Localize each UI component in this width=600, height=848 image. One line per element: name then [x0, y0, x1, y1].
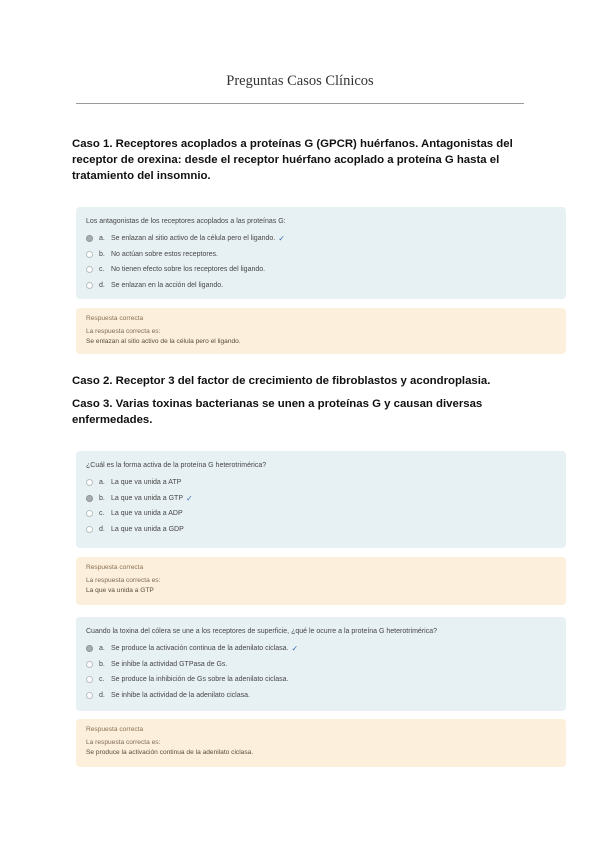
feedback-heading: Respuesta correcta — [86, 564, 144, 571]
feedback-answer: La que va unida a GTP — [86, 587, 154, 594]
feedback-answer: Se produce la activación continua de la adenilato ciclasa. — [86, 749, 254, 756]
radio-selected-icon[interactable] — [86, 645, 93, 652]
option-letter: a. — [99, 479, 105, 487]
option-text: La que va unida a ATP — [111, 479, 182, 487]
radio-icon[interactable] — [86, 282, 93, 289]
option-text: Se produce la activación continua de la adenilato ciclasa. — [111, 645, 289, 653]
feedback-label: La respuesta correcta es: — [86, 327, 161, 335]
question-1-option-b[interactable] — [86, 247, 556, 263]
option-letter: b. — [99, 494, 105, 502]
option-text: Se produce la inhibición de Gs sobre la adenilato ciclasa. — [111, 676, 289, 684]
question-3-option-a[interactable] — [86, 641, 556, 657]
radio-selected-icon[interactable] — [86, 495, 93, 502]
radio-icon[interactable] — [86, 661, 93, 668]
check-icon: ✓ — [186, 493, 193, 503]
question-2-option-c[interactable] — [86, 506, 556, 522]
radio-icon[interactable] — [86, 479, 93, 486]
option-text: La que va unida a GDP — [111, 525, 184, 533]
question-3-option-d[interactable] — [86, 688, 556, 704]
case-1-heading: Caso 1. Receptores acoplados a proteínas G (GPCR) huérfanos. Antagonistas del receptor de orexina: desde el receptor huérfano acoplado a proteína G hasta el tratamiento del insomnio. — [72, 138, 513, 182]
radio-icon[interactable] — [86, 692, 93, 699]
case-3-heading: Caso 3. Varias toxinas bacterianas se unen a proteínas G y causan diversas enfermedades. — [72, 398, 483, 426]
option-letter: a. — [99, 645, 105, 653]
question-3-text: Cuando la toxina del cólera se une a los receptores de superficie, ¿qué le ocurre a la proteína G heterotrimérica? — [86, 628, 437, 635]
radio-selected-icon[interactable] — [86, 235, 93, 242]
option-text: Se enlazan en la acción del ligando. — [111, 281, 224, 289]
question-1-feedback — [76, 308, 566, 354]
case-2-heading: Caso 2. Receptor 3 del factor de crecimiento de fibroblastos y acondroplasia. — [72, 375, 491, 387]
question-2-option-d[interactable] — [86, 522, 556, 538]
option-text: Se inhibe la actividad de la adenilato ciclasa. — [111, 691, 250, 699]
option-letter: d. — [99, 281, 105, 289]
question-2-text: ¿Cuál es la forma activa de la proteína G heterotrimérica? — [86, 462, 267, 469]
option-letter: b. — [99, 250, 105, 258]
question-1-text: Los antagonistas de los receptores acoplados a las proteínas G: — [86, 218, 286, 225]
feedback-heading: Respuesta correcta — [86, 726, 144, 733]
question-1-option-a[interactable] — [86, 231, 556, 247]
option-letter: c. — [99, 510, 105, 518]
page-title: Preguntas Casos Clínicos — [226, 73, 374, 89]
check-icon: ✓ — [278, 234, 285, 244]
question-3-feedback — [76, 719, 566, 767]
question-3-option-c[interactable] — [86, 672, 556, 688]
option-text: La que va unida a ADP — [111, 510, 183, 518]
radio-icon[interactable] — [86, 526, 93, 533]
question-1-box — [76, 207, 566, 299]
feedback-label: La respuesta correcta es: — [86, 576, 161, 584]
option-letter: c. — [99, 266, 105, 274]
question-1-option-c[interactable] — [86, 262, 556, 278]
question-1-option-d[interactable] — [86, 278, 556, 294]
check-icon: ✓ — [291, 644, 299, 654]
option-letter: a. — [99, 235, 105, 243]
question-2-box — [76, 451, 566, 548]
option-letter: d. — [99, 525, 105, 533]
option-text: No tienen efecto sobre los receptores del ligando. — [111, 266, 266, 274]
option-text: No actúan sobre estos receptores. — [111, 250, 219, 258]
feedback-heading: Respuesta correcta — [86, 315, 144, 322]
option-text: La que va unida a GTP — [111, 494, 183, 502]
question-2-option-a[interactable] — [86, 475, 556, 491]
question-2-option-b[interactable] — [86, 491, 556, 507]
option-text: Se inhibe la actividad GTPasa de Gs. — [111, 660, 228, 668]
option-letter: b. — [99, 660, 105, 668]
question-3-option-b[interactable] — [86, 657, 556, 673]
feedback-answer: Se enlazan al sitio activo de la célula pero el ligando. — [86, 338, 241, 345]
title-divider — [76, 103, 524, 104]
option-letter: d. — [99, 691, 105, 699]
question-2-feedback — [76, 557, 566, 605]
radio-icon[interactable] — [86, 510, 93, 517]
question-3-box — [76, 617, 566, 711]
option-text: Se enlazan al sitio activo de la célula pero el ligando. — [111, 235, 276, 243]
feedback-label: La respuesta correcta es: — [86, 738, 161, 746]
radio-icon[interactable] — [86, 676, 93, 683]
option-letter: c. — [99, 676, 105, 684]
radio-icon[interactable] — [86, 266, 93, 273]
radio-icon[interactable] — [86, 251, 93, 258]
